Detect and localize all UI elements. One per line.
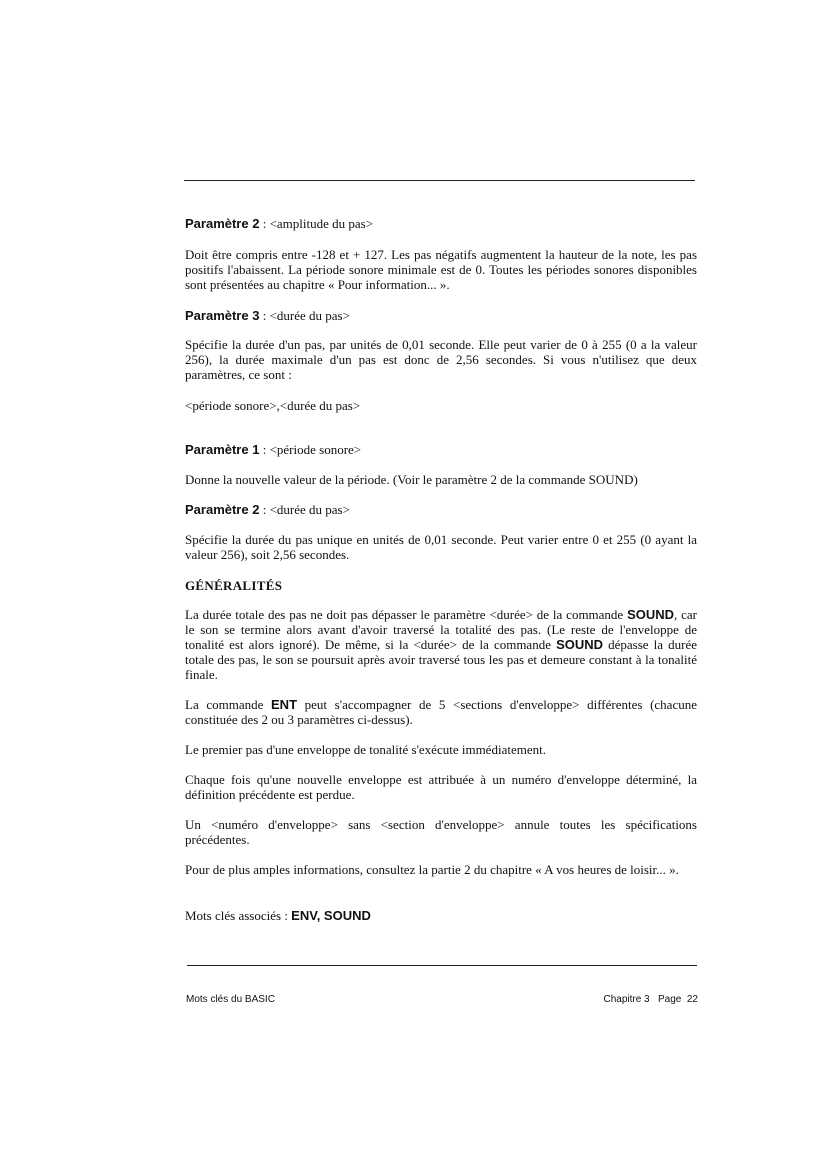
keywords-label: Mots clés associés : xyxy=(185,908,292,923)
syntax-line: <période sonore>,<durée du pas> xyxy=(185,398,361,413)
keyword-sound: SOUND xyxy=(556,637,604,652)
text: La commande xyxy=(185,697,272,712)
param-label: Paramètre 2 xyxy=(185,216,260,231)
section-heading: GÉNÉRALITÉS xyxy=(185,578,283,593)
keywords-value: ENV, SOUND xyxy=(291,908,371,923)
text: dépasse la durée totale des pas, le son se poursuit après avoir traversé tous les pas et demeure constant à la tonalité finale. xyxy=(185,637,697,682)
param-label: Paramètre 2 xyxy=(185,502,260,517)
keyword-sound: SOUND xyxy=(627,607,675,622)
paragraph-generalites-1 xyxy=(185,607,697,682)
param-sep: : xyxy=(259,308,270,323)
param-sep: : xyxy=(259,442,270,457)
keywords-line xyxy=(185,908,697,923)
paragraph-generalites-3: Le premier pas d'une enveloppe de tonalité s'exécute immédiatement. xyxy=(185,742,546,757)
param-text: <période sonore> xyxy=(269,442,362,457)
param-2-amplitude-line xyxy=(185,216,697,231)
keyword-ent: ENT xyxy=(271,697,298,712)
param-label: Paramètre 3 xyxy=(185,308,260,323)
param-text: <durée du pas> xyxy=(269,308,350,323)
param-1-periode-line xyxy=(185,442,697,457)
paragraph-generalites-5: Un <numéro d'enveloppe> sans <section d'enveloppe> annule toutes les spécifications précédentes. xyxy=(185,817,697,847)
paragraph-generalites-6: Pour de plus amples informations, consultez la partie 2 du chapitre « A vos heures de loisir... ». xyxy=(185,862,679,877)
text: , car le son se termine alors avant d'avoir traversé la totalité des pas. (Le reste de l'enveloppe de tonalité est alors ignoré). De même, si la <durée> de la commande xyxy=(185,607,697,652)
text: La durée totale des pas ne doit pas dépasser le paramètre <durée> de la commande xyxy=(185,607,628,622)
param-sep: : xyxy=(259,502,270,517)
paragraph-generalites-4: Chaque fois qu'une nouvelle enveloppe est attribuée à un numéro d'enveloppe déterminé, la définition précédente est perdue. xyxy=(185,772,697,802)
paragraph-periode: Donne la nouvelle valeur de la période. (Voir le paramètre 2 de la commande SOUND) xyxy=(185,472,638,487)
param-2-duree-line xyxy=(185,502,697,517)
param-text: <durée du pas> xyxy=(269,502,350,517)
text: peut s'accompagner de 5 <sections d'enveloppe> différentes (chacune constituée des 2 ou 3 paramètres ci-dessus). xyxy=(185,697,697,727)
param-label: Paramètre 1 xyxy=(185,442,260,457)
param-sep: : xyxy=(259,216,270,231)
paragraph-duree-unique: Spécifie la durée du pas unique en unités de 0,01 seconde. Peut varier entre 0 et 255 (0 ayant la valeur 256), soit 2,56 secondes. xyxy=(185,532,697,562)
top-rule xyxy=(184,180,695,181)
param-text: <amplitude du pas> xyxy=(269,216,374,231)
footer-left: Mots clés du BASIC xyxy=(186,994,275,1005)
paragraph-generalites-2 xyxy=(185,697,697,727)
footer-right: Chapitre 3 Page 22 xyxy=(603,994,698,1005)
paragraph-duree: Spécifie la durée d'un pas, par unités de 0,01 seconde. Elle peut varier de 0 à 255 (0 a la valeur 256), la durée maximale d'un pas est donc de 2,56 secondes. Si vous n'utilisez que deux paramètres, ce sont : xyxy=(185,337,697,382)
paragraph-amplitude: Doit être compris entre -128 et + 127. Les pas négatifs augmentent la hauteur de la note, les pas positifs l'abaissent. La période sonore minimale est de 0. Toutes les périodes sonores disponibles sont présentées au chapitre « Pour information... ». xyxy=(185,247,697,292)
param-3-duree-line xyxy=(185,308,697,323)
bottom-rule xyxy=(187,965,697,966)
